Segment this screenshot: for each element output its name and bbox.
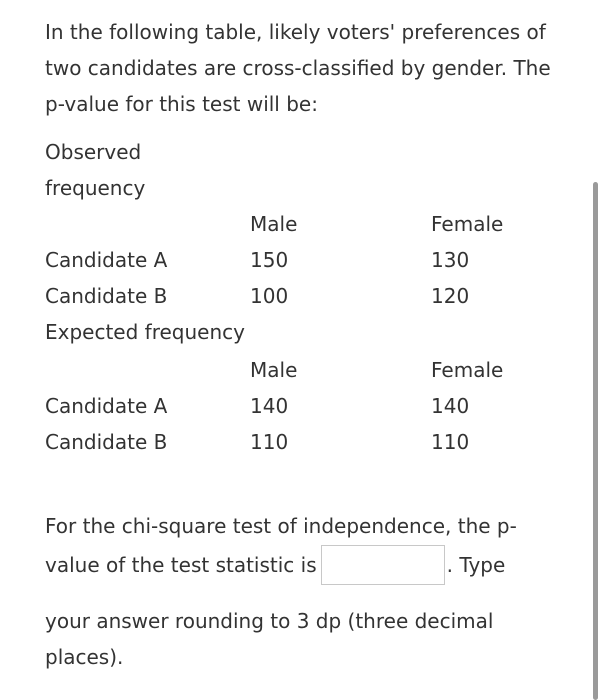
observed-frequency-label: Observed frequency	[45, 140, 146, 200]
table-cell: 150	[250, 248, 289, 272]
answer-prompt-text: . Type	[446, 553, 506, 577]
answer-prompt-line	[45, 544, 565, 586]
column-header-male: Male	[250, 358, 298, 382]
vertical-scrollbar[interactable]	[593, 182, 598, 700]
column-header-male: Male	[250, 212, 298, 236]
question-line: two candidates are cross-classified by gender. The	[45, 56, 551, 80]
instruction-line: places).	[45, 645, 124, 669]
answer-prompt	[45, 508, 565, 586]
row-label: Candidate A	[45, 248, 168, 272]
column-header-female: Female	[431, 358, 504, 382]
question-line: p-value for this test will be:	[45, 92, 318, 116]
table-cell: 120	[431, 284, 470, 308]
row-label: Candidate B	[45, 284, 168, 308]
instruction-line: your answer rounding to 3 dp (three decimal	[45, 609, 494, 633]
answer-prompt-text: value of the test statistic is	[45, 553, 317, 577]
p-value-answer-input[interactable]	[321, 545, 445, 585]
table-cell: 100	[250, 284, 289, 308]
rounding-instruction	[45, 603, 565, 675]
question-line: In the following table, likely voters' preferences of	[45, 20, 546, 44]
row-label: Candidate B	[45, 430, 168, 454]
table-cell: 110	[250, 430, 289, 454]
table-cell: 130	[431, 248, 470, 272]
row-label: Candidate A	[45, 394, 168, 418]
table-cell: 140	[431, 394, 470, 418]
answer-prompt-line: For the chi-square test of independence, the p-	[45, 514, 517, 538]
column-header-female: Female	[431, 212, 504, 236]
table-cell: 110	[431, 430, 470, 454]
expected-frequency-label: Expected frequency	[45, 320, 245, 344]
question-text	[45, 14, 565, 122]
table-cell: 140	[250, 394, 289, 418]
